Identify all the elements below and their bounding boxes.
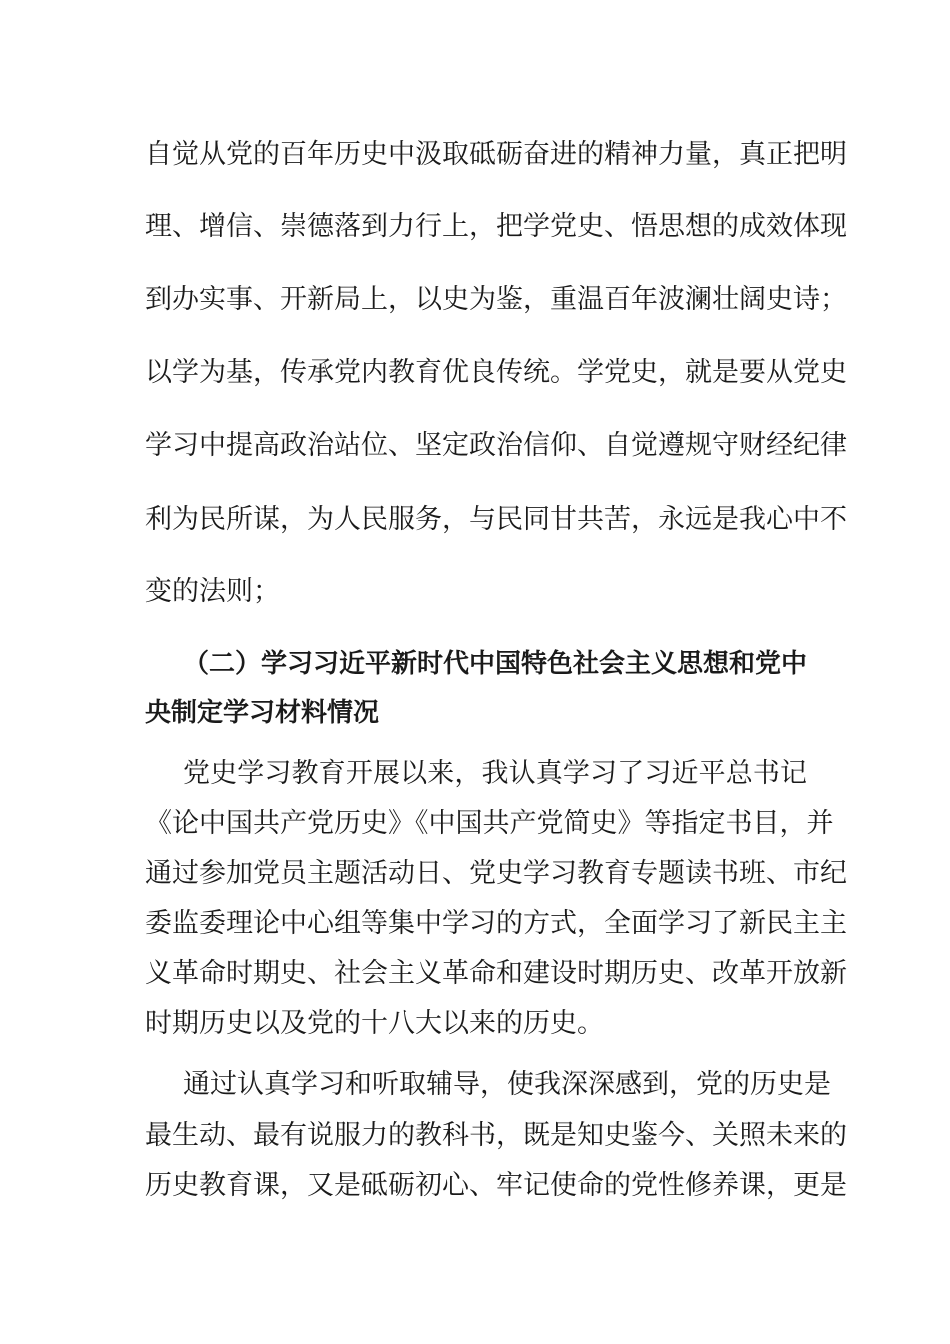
paragraph-3-line-3: 历史教育课，又是砥砺初心、牢记使命的党性修养课，更是 [145,1170,847,1201]
paragraph-3-line-1: 通过认真学习和听取辅导，使我深深感到，党的历史是 [183,1069,831,1100]
section-heading-line-2: 央制定学习材料情况 [145,698,380,728]
paragraph-1-line-3: 到办实事、开新局上，以史为鉴，重温百年波澜壮阔史诗； [145,284,847,315]
paragraph-1-line-2: 理、增信、崇德落到力行上，把学党史、悟思想的成效体现 [145,211,847,242]
paragraph-1-line-7: 变的法则； [145,576,280,607]
paragraph-2-line-2: 《论中国共产党历史》《中国共产党简史》等指定书目，并 [145,808,834,839]
section-heading-line-1: （二）学习习近平新时代中国特色社会主义思想和党中 [183,649,808,679]
paragraph-1-line-5: 学习中提高政治站位、坚定政治信仰、自觉遵规守财经纪律 [145,430,847,461]
paragraph-3-line-2: 最生动、最有说服力的教科书，既是知史鉴今、关照未来的 [145,1120,847,1151]
paragraph-1-line-4: 以学为基，传承党内教育优良传统。学党史，就是要从党史 [145,357,847,388]
paragraph-2-line-4: 委监委理论中心组等集中学习的方式，全面学习了新民主主 [145,908,847,939]
paragraph-1-line-6: 利为民所谋，为人民服务，与民同甘共苦，永远是我心中不 [145,504,847,535]
paragraph-2-line-5: 义革命时期史、社会主义革命和建设时期历史、改革开放新 [145,958,847,989]
paragraph-1-line-1: 自觉从党的百年历史中汲取砥砺奋进的精神力量，真正把明 [145,139,847,170]
paragraph-2-line-3: 通过参加党员主题活动日、党史学习教育专题读书班、市纪 [145,858,847,889]
paragraph-2-line-6: 时期历史以及党的十八大以来的历史。 [145,1008,604,1039]
paragraph-2-line-1: 党史学习教育开展以来，我认真学习了习近平总书记 [183,758,807,789]
